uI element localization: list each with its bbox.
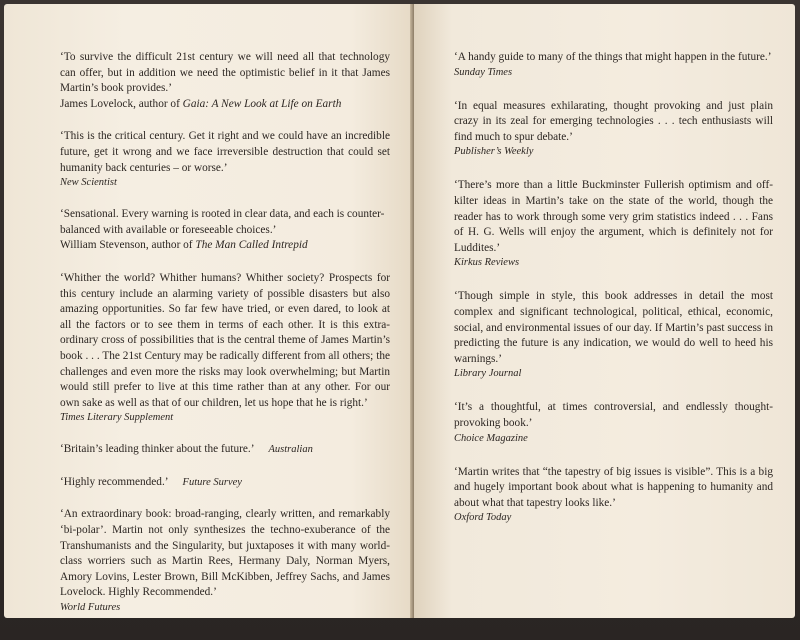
attribution-source: Library Journal — [454, 368, 522, 380]
attribution-author: James Lovelock, author of — [60, 97, 183, 110]
blurb-library-journal — [454, 289, 773, 381]
blurb-choice-magazine — [454, 400, 773, 445]
attribution-author: William Stevenson, author of — [60, 239, 196, 252]
left-page — [4, 4, 412, 618]
attribution — [60, 238, 390, 254]
quote-line — [60, 475, 390, 491]
attribution-source: Publisher’s Weekly — [454, 146, 534, 158]
quote-text: ‘This is the critical century. Get it right and we could have an incredible future, get it wrong and we face irreversible destruction that could set humanity back centuries – or worse.’ — [60, 130, 390, 174]
quote-text: ‘Highly recommended.’ — [60, 475, 169, 488]
attribution-source: Choice Magazine — [454, 432, 528, 444]
attribution-source: Australian — [268, 444, 313, 456]
blurb-future-survey — [60, 475, 390, 491]
blurb-sunday-times — [454, 50, 773, 80]
blurb-times-literary-supplement — [60, 271, 390, 425]
quote-text: ‘Though simple in style, this book addresses in detail the most complex and significant technological, political, ethical, economic, social, and environmental issues of our day. If Martin’s past success in predicting the future is any indication, we would do well to heed his warnings.’ — [454, 290, 773, 365]
quote-line — [60, 442, 390, 458]
quote-text: ‘Martin writes that “the tapestry of big issues is visible”. This is a big and hugely important book about what is happening to humanity and about what that tapestry looks like.’ — [454, 465, 773, 509]
attribution-source: Oxford Today — [454, 512, 512, 524]
attribution-source: Future Survey — [182, 476, 242, 488]
blurb-oxford-today — [454, 465, 773, 526]
attribution-source: World Futures — [60, 602, 121, 614]
quote-text: ‘Whither the world? Whither humans? Whither society? Prospects for this century include an alarming variety of possible disasters but also amazing opportunities. So far few have tried, or even dared, to look at all the factors or to see them in terms of each other. It is this extra-ordinary cross of possibilities that is the central theme of James Martin’s book . . . The 21st Century may be radically different from all others; the challenges and even more the risks may look overwhelming; but Martin would still prefer to live at this time rather than at any other. For our own sake as well as that of our children, let us hope that he is right.’ — [60, 271, 390, 409]
attribution-book: The Man Called Intrepid — [195, 239, 308, 252]
attribution-source: New Scientist — [60, 177, 117, 189]
blurb-new-scientist — [60, 129, 390, 190]
blurb-australian — [60, 442, 390, 458]
quote-text: ‘A handy guide to many of the things that might happen in the future.’ — [454, 51, 772, 63]
quote-text: ‘Sensational. Every warning is rooted in clear data, and each is counter-balanced with available or foreseeable choices.’ — [60, 208, 385, 236]
quote-text: ‘To survive the difficult 21st century we will need all that technology can offer, but in addition we need the optimistic belief in it that James Martin’s book provides.’ — [60, 51, 390, 95]
blurb-publishers-weekly — [454, 99, 773, 160]
quote-text: ‘An extraordinary book: broad-ranging, clearly written, and remarkably ‘bi-polar’. Martin not only synthesizes the techno-exuberance of the Transhumanists and the Singularity, but juxtaposes it with many world-class worriers such as Martin Rees, Hermany Daly, Norman Myers, Amory Lovins, Lester Brown, Bill McKibben, Jeffrey Sachs, and James Lovelock. Highly Recommended.’ — [60, 508, 390, 599]
blurb-lovelock — [60, 50, 390, 112]
right-page — [414, 4, 795, 618]
blurb-world-futures — [60, 507, 390, 615]
blurb-stevenson — [60, 207, 390, 254]
quote-text: ‘Britain’s leading thinker about the future.’ — [60, 443, 255, 456]
attribution-source: Kirkus Reviews — [454, 257, 520, 269]
attribution-book: Gaia: A New Look at Life on Earth — [182, 97, 342, 110]
quote-text: ‘There’s more than a little Buckminster Fullerish optimism and off-kilter ideas in Martin’s take on the state of the world, though the reader has to work through some very grim statistics indeed . . . Fans of H. G. Wells will enjoy the argument, which is definitely not for Luddites.’ — [454, 179, 773, 254]
blurb-kirkus-reviews — [454, 178, 773, 270]
quote-text: ‘In equal measures exhilarating, thought provoking and just plain crazy in its zeal for emerging technologies . . . tech enthusiasts will find much to spur debate.’ — [454, 99, 773, 143]
quote-text: ‘It’s a thoughtful, at times controversial, and endlessly thought-provoking book.’ — [454, 401, 773, 429]
attribution — [60, 97, 390, 113]
attribution-source: Times Literary Supplement — [60, 412, 174, 424]
attribution-source: Sunday Times — [454, 66, 513, 78]
